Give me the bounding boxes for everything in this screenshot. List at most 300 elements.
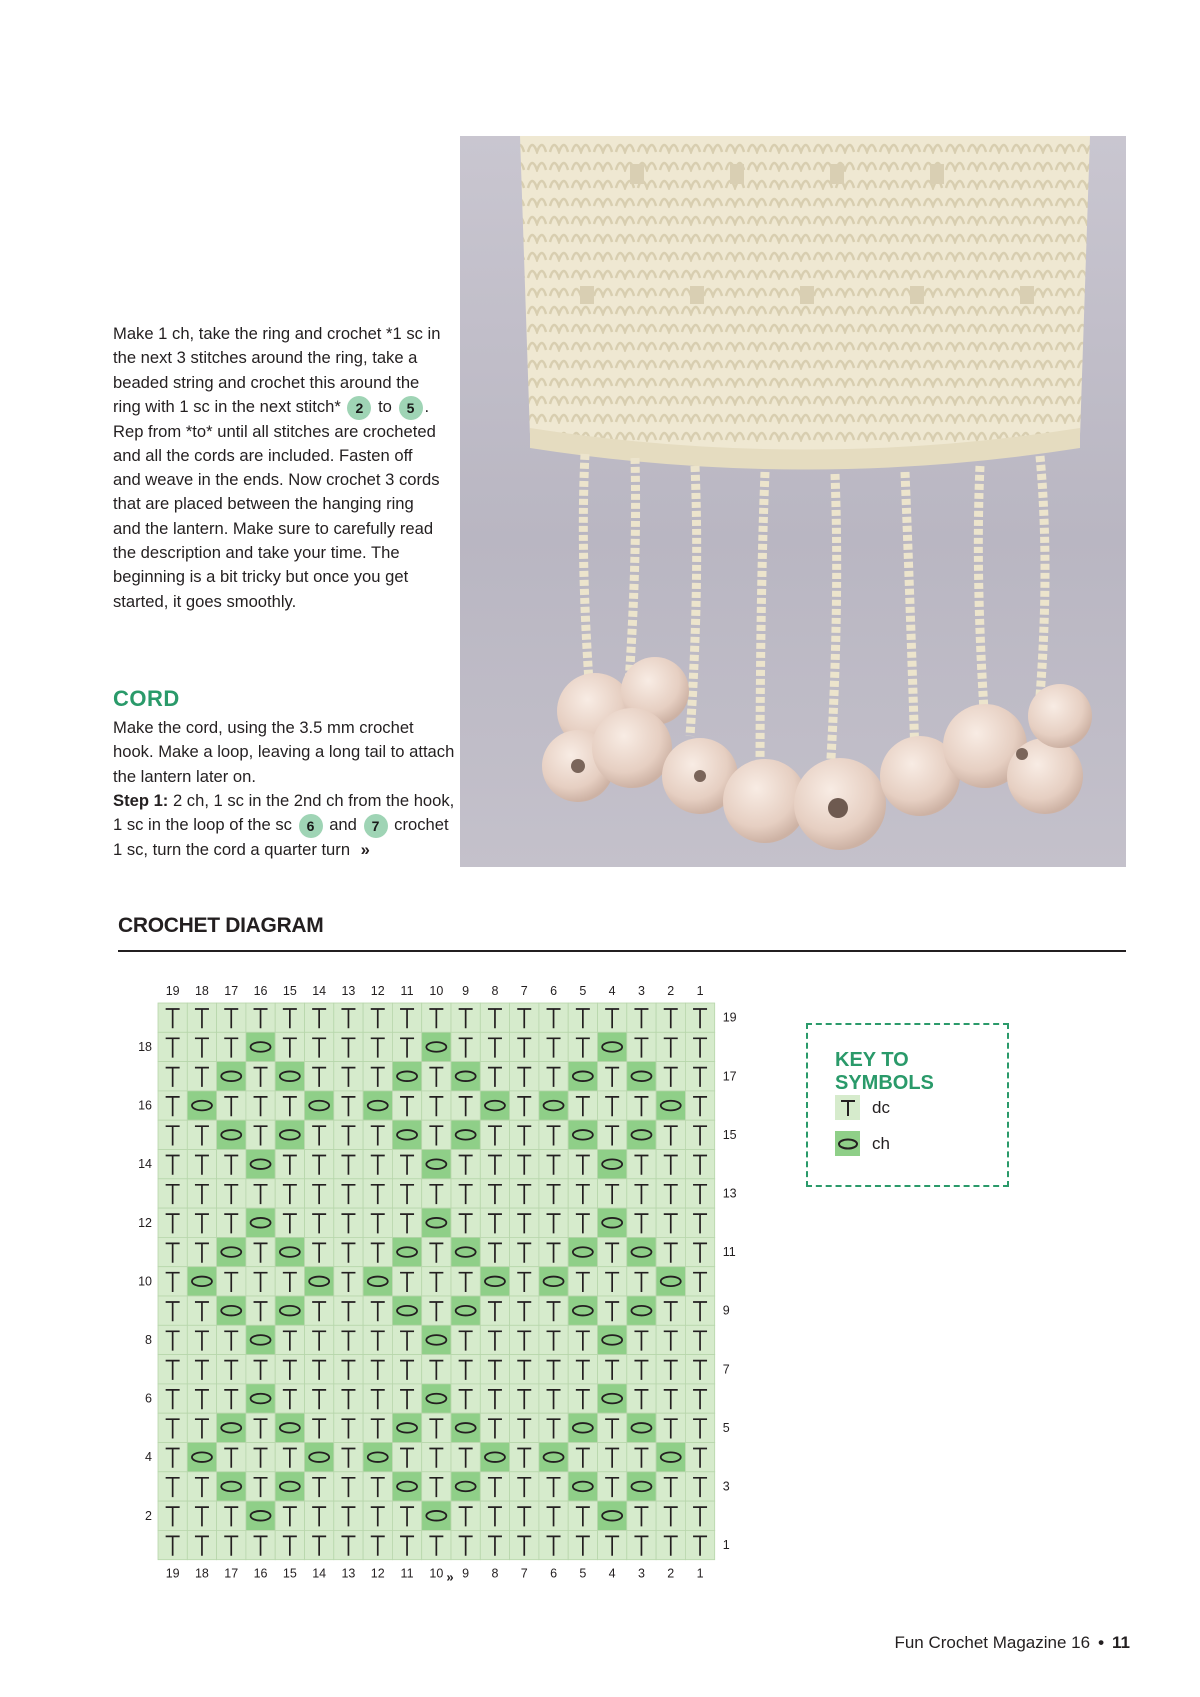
dc-cell — [217, 1150, 246, 1179]
dc-cell — [685, 1325, 714, 1354]
dc-cell — [685, 1091, 714, 1120]
dc-cell — [392, 1032, 421, 1061]
dc-cell — [363, 1413, 392, 1442]
dc-cell — [246, 1267, 275, 1296]
dc-cell — [685, 1179, 714, 1208]
dc-cell — [656, 1325, 685, 1354]
dc-cell — [187, 1530, 216, 1559]
dc-cell — [539, 1003, 568, 1032]
dc-cell — [422, 1179, 451, 1208]
dc-cell — [568, 1501, 597, 1530]
dc-cell — [187, 1296, 216, 1325]
continue-mark: » — [446, 1569, 454, 1585]
step-badge-2: 2 — [347, 396, 371, 420]
dc-cell — [158, 1443, 187, 1472]
dc-cell — [392, 1091, 421, 1120]
dc-cell — [539, 1296, 568, 1325]
ch-cell — [627, 1237, 656, 1266]
dc-cell — [568, 1443, 597, 1472]
ch-cell — [363, 1443, 392, 1472]
step-badge-5: 5 — [399, 396, 423, 420]
dc-cell — [217, 1179, 246, 1208]
dc-cell — [275, 1384, 304, 1413]
dc-cell — [685, 1062, 714, 1091]
dc-cell — [510, 1443, 539, 1472]
dc-cell — [187, 1003, 216, 1032]
dc-cell — [480, 1032, 509, 1061]
dc-cell — [656, 1530, 685, 1559]
dc-cell — [187, 1325, 216, 1354]
dc-cell — [656, 1179, 685, 1208]
dc-cell — [480, 1530, 509, 1559]
dc-cell — [392, 1003, 421, 1032]
row-label-right: 1 — [722, 1538, 730, 1553]
dc-cell — [334, 1501, 363, 1530]
dc-cell — [451, 1179, 480, 1208]
row-label-left: 18 — [138, 1039, 152, 1054]
dc-cell — [422, 1120, 451, 1149]
dc-cell — [685, 1150, 714, 1179]
ch-cell — [275, 1413, 304, 1442]
dc-cell — [627, 1501, 656, 1530]
ch-cell — [598, 1501, 627, 1530]
ch-cell — [187, 1443, 216, 1472]
ch-cell — [275, 1472, 304, 1501]
dc-cell — [275, 1325, 304, 1354]
dc-cell — [510, 1296, 539, 1325]
dc-cell — [187, 1413, 216, 1442]
dc-cell — [392, 1179, 421, 1208]
dc-cell — [568, 1355, 597, 1384]
dc-cell — [246, 1120, 275, 1149]
dc-cell — [685, 1472, 714, 1501]
ch-cell — [392, 1062, 421, 1091]
dc-cell — [363, 1325, 392, 1354]
ch-cell — [422, 1208, 451, 1237]
row-label-left: 14 — [138, 1157, 152, 1172]
diagram-title: CROCHET DIAGRAM — [118, 914, 324, 937]
dc-cell — [305, 1208, 334, 1237]
key-label-ch: ch — [872, 1133, 890, 1153]
dc-cell — [451, 1032, 480, 1061]
row-label-left: 4 — [145, 1450, 152, 1465]
dc-cell — [656, 1355, 685, 1384]
cord-step-1 — [113, 789, 458, 862]
ch-cell — [246, 1501, 275, 1530]
cord-paragraph: Make the cord, using the 3.5 mm crochet hook. Make a loop, leaving a long tail to attach the lantern later on. — [113, 718, 455, 786]
dc-cell — [598, 1120, 627, 1149]
column-label-top: 16 — [253, 984, 268, 998]
dc-cell — [392, 1267, 421, 1296]
dc-cell — [627, 1091, 656, 1120]
dc-cell — [685, 1384, 714, 1413]
dc-cell — [305, 1062, 334, 1091]
dc-cell — [656, 1501, 685, 1530]
dc-cell — [392, 1443, 421, 1472]
ch-cell — [451, 1120, 480, 1149]
step-label: Step 1: — [113, 790, 169, 810]
ch-cell — [305, 1091, 334, 1120]
intro-paragraph-1 — [113, 322, 443, 420]
column-label-top: 4 — [608, 984, 616, 998]
dc-symbol-icon — [835, 1095, 860, 1120]
dc-cell — [510, 1355, 539, 1384]
column-label-bottom: 1 — [696, 1566, 704, 1581]
dc-cell — [217, 1267, 246, 1296]
dc-cell — [685, 1237, 714, 1266]
dc-cell — [510, 1237, 539, 1266]
column-label-bottom: 19 — [165, 1566, 180, 1581]
dc-cell — [510, 1062, 539, 1091]
column-label-bottom: 11 — [400, 1566, 414, 1581]
column-label-top: 18 — [194, 984, 209, 998]
dc-cell — [334, 1237, 363, 1266]
dc-cell — [598, 1296, 627, 1325]
dc-cell — [422, 1413, 451, 1442]
dc-cell — [392, 1208, 421, 1237]
ch-cell — [568, 1296, 597, 1325]
dc-cell — [568, 1384, 597, 1413]
step-text: crochet 1 sc, turn the cord a quarter turn — [113, 815, 449, 859]
dc-cell — [627, 1384, 656, 1413]
dc-cell — [480, 1413, 509, 1442]
ch-cell — [275, 1237, 304, 1266]
dc-cell — [334, 1091, 363, 1120]
ch-cell — [598, 1150, 627, 1179]
ch-cell — [480, 1091, 509, 1120]
key-to-symbols — [806, 1023, 1009, 1187]
dc-cell — [510, 1032, 539, 1061]
dc-cell — [422, 1003, 451, 1032]
dc-cell — [627, 1208, 656, 1237]
dc-cell — [158, 1530, 187, 1559]
dc-cell — [685, 1443, 714, 1472]
row-label-left: 10 — [138, 1274, 152, 1289]
dc-cell — [158, 1355, 187, 1384]
dc-cell — [539, 1237, 568, 1266]
column-label-top: 7 — [520, 984, 528, 998]
dc-cell — [480, 1179, 509, 1208]
column-label-top: 6 — [550, 984, 558, 998]
column-label-bottom: 5 — [579, 1566, 587, 1581]
dc-cell — [510, 1120, 539, 1149]
ch-cell — [305, 1267, 334, 1296]
ch-cell — [392, 1413, 421, 1442]
column-label-top: 8 — [491, 984, 499, 998]
ch-cell — [363, 1091, 392, 1120]
ch-cell — [392, 1237, 421, 1266]
dc-cell — [305, 1237, 334, 1266]
ch-cell — [246, 1208, 275, 1237]
dc-cell — [305, 1355, 334, 1384]
magazine-name: Fun Crochet Magazine 16 — [894, 1633, 1091, 1652]
ch-cell — [539, 1091, 568, 1120]
dc-cell — [334, 1296, 363, 1325]
dc-cell — [334, 1530, 363, 1559]
dc-cell — [685, 1003, 714, 1032]
dc-cell — [217, 1032, 246, 1061]
dc-cell — [246, 1443, 275, 1472]
dc-cell — [598, 1355, 627, 1384]
dc-cell — [539, 1325, 568, 1354]
dc-cell — [627, 1150, 656, 1179]
dc-cell — [685, 1501, 714, 1530]
dc-cell — [158, 1501, 187, 1530]
dc-cell — [246, 1091, 275, 1120]
intro-text-part: . — [424, 396, 430, 416]
dc-cell — [217, 1384, 246, 1413]
ch-cell — [217, 1472, 246, 1501]
ch-cell — [627, 1413, 656, 1442]
ch-cell — [539, 1443, 568, 1472]
dc-cell — [246, 1296, 275, 1325]
dc-cell — [510, 1472, 539, 1501]
dc-cell — [451, 1443, 480, 1472]
dc-cell — [275, 1267, 304, 1296]
ch-cell — [627, 1062, 656, 1091]
ch-cell — [217, 1062, 246, 1091]
footer-separator: • — [1098, 1633, 1105, 1652]
ch-cell — [392, 1120, 421, 1149]
dc-cell — [598, 1530, 627, 1559]
dc-cell — [363, 1501, 392, 1530]
dc-cell — [363, 1208, 392, 1237]
dc-cell — [539, 1120, 568, 1149]
dc-cell — [392, 1355, 421, 1384]
dc-cell — [187, 1237, 216, 1266]
dc-cell — [158, 1384, 187, 1413]
dc-cell — [334, 1267, 363, 1296]
row-label-right: 13 — [722, 1186, 737, 1201]
dc-cell — [305, 1032, 334, 1061]
dc-cell — [451, 1384, 480, 1413]
key-title: KEY TO SYMBOLS — [835, 1049, 934, 1094]
dc-cell — [158, 1062, 187, 1091]
crochet-diagram-chart — [120, 975, 760, 1595]
dc-cell — [480, 1208, 509, 1237]
dc-cell — [422, 1443, 451, 1472]
dc-cell — [246, 1530, 275, 1559]
dc-cell — [275, 1179, 304, 1208]
dc-cell — [451, 1091, 480, 1120]
dc-cell — [656, 1150, 685, 1179]
row-label-right: 7 — [722, 1362, 730, 1377]
column-label-bottom: 4 — [608, 1566, 616, 1581]
dc-cell — [510, 1003, 539, 1032]
step-badge-7: 7 — [364, 814, 388, 838]
ch-cell — [451, 1062, 480, 1091]
dc-cell — [305, 1325, 334, 1354]
dc-cell — [363, 1120, 392, 1149]
column-label-top: 1 — [696, 984, 704, 998]
column-label-top: 14 — [312, 984, 327, 998]
dc-cell — [598, 1062, 627, 1091]
dc-cell — [217, 1443, 246, 1472]
dc-cell — [656, 1237, 685, 1266]
column-label-top: 9 — [462, 984, 470, 998]
dc-cell — [685, 1267, 714, 1296]
row-label-right: 5 — [722, 1420, 730, 1435]
dc-cell — [480, 1472, 509, 1501]
column-label-top: 17 — [224, 984, 239, 998]
ch-cell — [246, 1384, 275, 1413]
dc-cell — [451, 1501, 480, 1530]
dc-cell — [187, 1120, 216, 1149]
key-item-ch — [835, 1131, 890, 1156]
dc-cell — [305, 1003, 334, 1032]
row-label-left: 12 — [138, 1215, 152, 1230]
dc-cell — [334, 1443, 363, 1472]
row-label-right: 3 — [722, 1479, 730, 1494]
dc-cell — [305, 1296, 334, 1325]
ch-cell — [422, 1325, 451, 1354]
dc-cell — [187, 1384, 216, 1413]
dc-cell — [685, 1355, 714, 1384]
ch-cell — [217, 1296, 246, 1325]
dc-cell — [217, 1501, 246, 1530]
dc-cell — [422, 1062, 451, 1091]
dc-cell — [539, 1355, 568, 1384]
dc-cell — [627, 1267, 656, 1296]
dc-cell — [568, 1150, 597, 1179]
dc-cell — [422, 1296, 451, 1325]
ch-cell — [217, 1237, 246, 1266]
row-label-left: 8 — [145, 1332, 152, 1347]
dc-cell — [246, 1472, 275, 1501]
dc-cell — [598, 1091, 627, 1120]
dc-cell — [363, 1237, 392, 1266]
dc-cell — [158, 1296, 187, 1325]
column-label-top: 19 — [165, 984, 180, 998]
ch-cell — [568, 1413, 597, 1442]
dc-cell — [275, 1501, 304, 1530]
dc-cell — [480, 1062, 509, 1091]
dc-cell — [422, 1267, 451, 1296]
dc-cell — [334, 1179, 363, 1208]
ch-cell — [422, 1032, 451, 1061]
dc-cell — [656, 1413, 685, 1442]
column-label-top: 2 — [667, 984, 675, 998]
dc-cell — [480, 1120, 509, 1149]
dc-cell — [422, 1472, 451, 1501]
column-label-bottom: 6 — [550, 1566, 558, 1581]
dc-cell — [656, 1003, 685, 1032]
dc-cell — [568, 1325, 597, 1354]
dc-cell — [510, 1325, 539, 1354]
dc-cell — [363, 1150, 392, 1179]
dc-cell — [363, 1472, 392, 1501]
ch-cell — [568, 1472, 597, 1501]
dc-cell — [392, 1150, 421, 1179]
ch-cell — [598, 1208, 627, 1237]
dc-cell — [363, 1179, 392, 1208]
dc-cell — [627, 1032, 656, 1061]
dc-cell — [363, 1355, 392, 1384]
dc-cell — [539, 1150, 568, 1179]
lantern-illustration — [460, 136, 1126, 867]
dc-cell — [656, 1120, 685, 1149]
dc-cell — [305, 1384, 334, 1413]
dc-cell — [187, 1355, 216, 1384]
dc-cell — [627, 1530, 656, 1559]
step-badge-6: 6 — [299, 814, 323, 838]
dc-cell — [334, 1355, 363, 1384]
dc-cell — [598, 1179, 627, 1208]
key-label-dc: dc — [872, 1097, 890, 1117]
column-label-top: 10 — [429, 984, 444, 998]
ch-cell — [539, 1267, 568, 1296]
ch-cell — [656, 1443, 685, 1472]
dc-cell — [510, 1208, 539, 1237]
dc-cell — [480, 1237, 509, 1266]
intro-paragraph-2: Rep from *to* until all stitches are crocheted and all the cords are included. Fasten off and weave in the ends. Now crochet 3 cords that are placed between the hanging ring and the lantern. Make sure to carefully read the description and take your time. The beginning is a bit tricky but once you get started, it goes smoothly. — [113, 421, 440, 611]
dc-cell — [217, 1355, 246, 1384]
dc-cell — [334, 1472, 363, 1501]
dc-cell — [275, 1150, 304, 1179]
column-label-top: 15 — [282, 984, 297, 998]
ch-cell — [568, 1062, 597, 1091]
dc-cell — [422, 1091, 451, 1120]
dc-cell — [158, 1032, 187, 1061]
ch-cell — [656, 1267, 685, 1296]
dc-cell — [334, 1032, 363, 1061]
key-item-dc — [835, 1095, 890, 1120]
ch-cell — [627, 1120, 656, 1149]
dc-cell — [451, 1003, 480, 1032]
dc-cell — [539, 1530, 568, 1559]
dc-cell — [334, 1062, 363, 1091]
dc-cell — [685, 1208, 714, 1237]
dc-cell — [305, 1413, 334, 1442]
dc-cell — [392, 1325, 421, 1354]
dc-cell — [217, 1325, 246, 1354]
column-label-top: 13 — [341, 984, 356, 998]
dc-cell — [539, 1501, 568, 1530]
ch-cell — [627, 1296, 656, 1325]
column-label-bottom: 10 — [429, 1566, 444, 1581]
dc-cell — [275, 1091, 304, 1120]
dc-cell — [305, 1120, 334, 1149]
dc-cell — [363, 1384, 392, 1413]
dc-cell — [305, 1501, 334, 1530]
dc-cell — [510, 1413, 539, 1442]
column-label-bottom: 8 — [491, 1566, 499, 1581]
column-label-bottom: 17 — [224, 1566, 239, 1581]
dc-cell — [305, 1150, 334, 1179]
dc-cell — [363, 1530, 392, 1559]
ch-cell — [187, 1267, 216, 1296]
dc-cell — [598, 1267, 627, 1296]
dc-cell — [598, 1237, 627, 1266]
dc-cell — [334, 1384, 363, 1413]
dc-cell — [392, 1501, 421, 1530]
row-label-right: 15 — [722, 1127, 737, 1142]
dc-cell — [217, 1091, 246, 1120]
dc-cell — [627, 1325, 656, 1354]
dc-cell — [158, 1325, 187, 1354]
ch-cell — [627, 1472, 656, 1501]
dc-cell — [187, 1208, 216, 1237]
dc-cell — [334, 1413, 363, 1442]
dc-cell — [275, 1530, 304, 1559]
column-label-bottom: 13 — [341, 1566, 356, 1581]
ch-cell — [305, 1443, 334, 1472]
ch-cell — [363, 1267, 392, 1296]
ch-cell — [451, 1472, 480, 1501]
dc-cell — [480, 1355, 509, 1384]
ch-cell — [246, 1032, 275, 1061]
dc-cell — [480, 1501, 509, 1530]
